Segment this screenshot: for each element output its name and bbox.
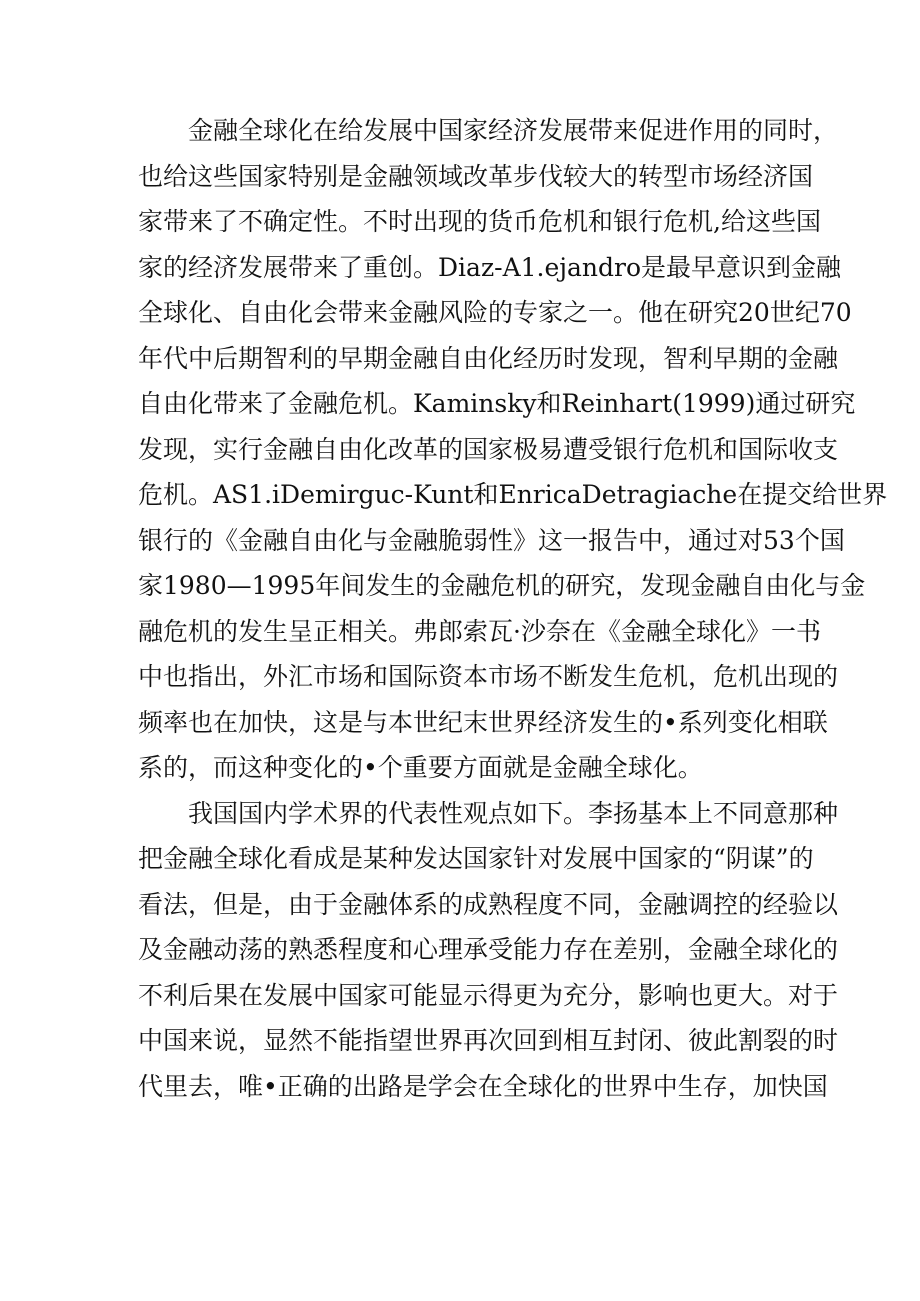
text-line: 发现，实行金融自由化改革的国家极易遭受银行危机和国际收支 — [138, 434, 839, 464]
text-line: 看法，但是，由于金融体系的成熟程度不同，金融调控的经验以 — [138, 889, 839, 919]
text-line: 家1980—1995年间发生的金融危机的研究，发现金融自由化与金 — [138, 571, 866, 600]
text-line: 危机。AS1.iDemirguc-Kunt和EnricaDetragiache在提交给世界 — [138, 480, 888, 509]
paragraph-2 — [138, 791, 839, 1110]
body-text — [138, 108, 888, 1109]
text-line: 代里去，唯•正确的出路是学会在全球化的世界中生存，加快国 — [138, 1071, 828, 1101]
text-line: 把金融全球化看成是某种发达国家针对发展中国家的“阴谋”的 — [138, 844, 814, 873]
text-line: 融危机的发生呈正相关。弗郎索瓦·沙奈在《金融全球化》一书 — [138, 616, 821, 646]
text-line: 频率也在加快，这是与本世纪末世界经济发生的•系列变化相联 — [138, 707, 828, 737]
text-line: 自由化带来了金融危机。Kaminsky和Reinhart(1999)通过研究 — [138, 389, 856, 418]
text-line: 及金融动荡的熟悉程度和心理承受能力存在差别，金融全球化的 — [138, 935, 839, 964]
text-line: 银行的《金融自由化与金融脆弱性》这一报告中，通过对53个国 — [138, 525, 845, 555]
text-line: 不利后果在发展中国家可能显示得更为充分，影响也更大。对于 — [138, 980, 839, 1010]
text-line: 我国国内学术界的代表性观点如下。李扬基本上不同意那种 — [188, 798, 839, 828]
text-line: 系的，而这种变化的•个重要方面就是金融全球化。 — [138, 753, 703, 782]
text-line: 金融全球化在给发展中国家经济发展带来促进作用的同时， — [188, 116, 839, 145]
text-line: 中国来说，显然不能指望世界再次回到相互封闭、彼此割裂的时 — [138, 1026, 839, 1055]
text-line: 中也指出，外汇市场和国际资本市场不断发生危机，危机出现的 — [138, 662, 839, 691]
text-line: 年代中后期智利的早期金融自由化经历时发现，智利早期的金融 — [138, 343, 839, 373]
text-line: 家带来了不确定性。不时出现的货币危机和银行危机,给这些国 — [138, 207, 821, 236]
text-line: 也给这些国家特别是金融领域改革步伐较大的转型市场经济国 — [138, 161, 814, 191]
paragraph-1 — [138, 108, 888, 791]
text-line: 家的经济发展带来了重创。Diaz-A1.ejandro是最早意识到金融 — [138, 252, 842, 282]
text-line: 全球化、自由化会带来金融风险的专家之一。他在研究20世纪70 — [138, 298, 852, 327]
